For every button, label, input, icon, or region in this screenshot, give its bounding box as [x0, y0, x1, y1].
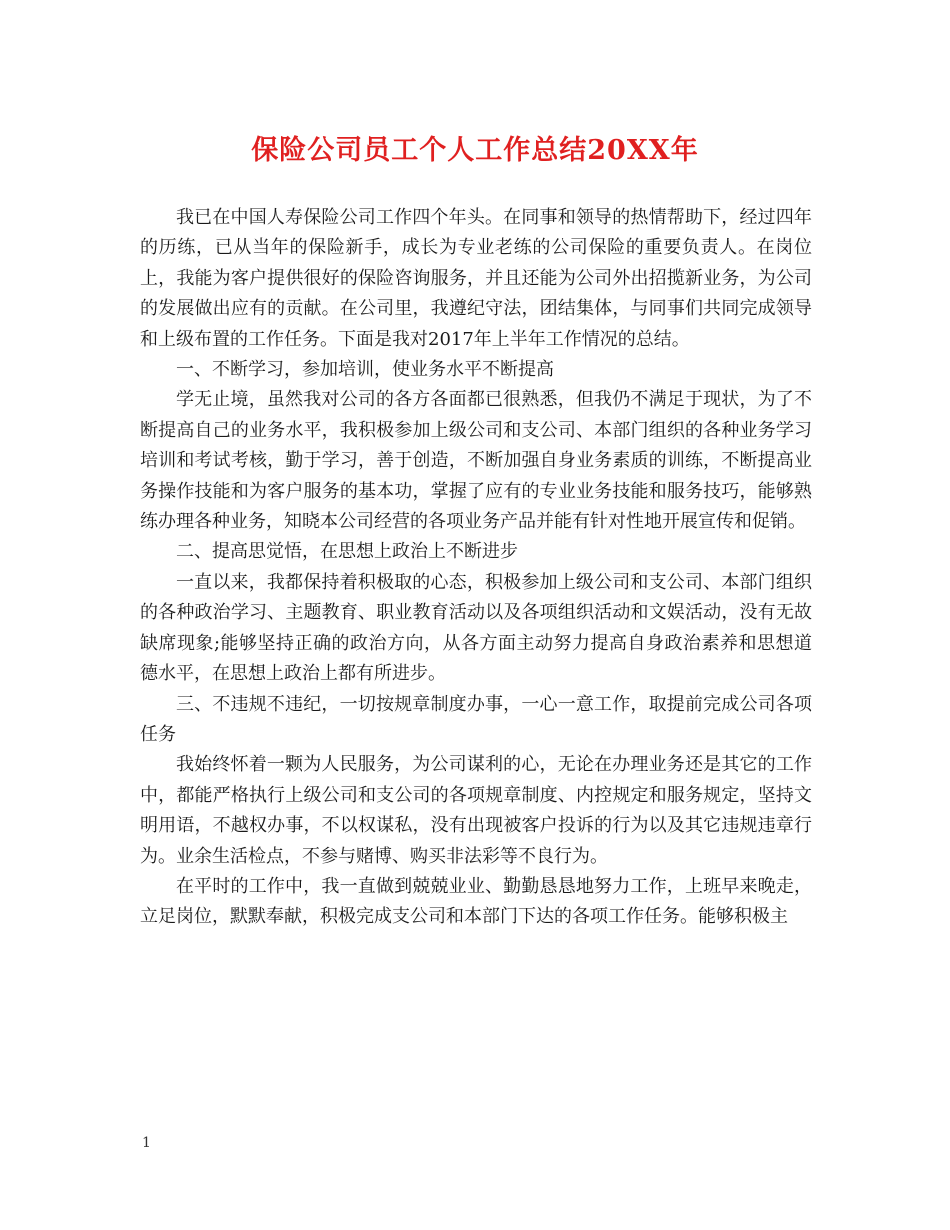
page-number: 1 [142, 1135, 151, 1151]
section-heading-1: 一、不断学习，参加培训，使业务水平不断提高 [176, 359, 554, 381]
paragraph-section-1: 学无止境，虽然我对公司的各方各面都已很熟悉，但我仍不满足于现状，为了不断提高自己的业务水平，我积极参加上级公司和支公司、本部门组织的各种业务学习培训和考试考核，勤于学习，善于创造，不断加强自身业务素质的训练，不断提高业务操作技能和为客户服务的基本功，掌握了应有的专业业务技能和服务技巧，能够熟练办理各种业务，知晓本公司经营的各项业务产品并能有针对性地开展宣传和促销。 [140, 389, 812, 533]
document-body [140, 203, 812, 933]
document-title: 保险公司员工个人工作总结20XX年 [251, 135, 699, 166]
paragraph-section-2: 一直以来，我都保持着积极取的心态，积极参加上级公司和支公司、本部门组织的各种政治学习、主题教育、职业教育活动以及各项组织活动和文娱活动，没有无故缺席现象;能够坚持正确的政治方向，从各方面主动努力提高自身政治素养和思想道德水平，在思想上政治上都有所进步。 [140, 571, 812, 685]
section-heading-2: 二、提高思觉悟，在思想上政治上不断进步 [176, 541, 518, 563]
section-heading-3: 三、不违规不违纪，一切按规章制度办事，一心一意工作，取提前完成公司各项任务 [140, 693, 812, 745]
paragraph-intro: 我已在中国人寿保险公司工作四个年头。在同事和领导的热情帮助下，经过四年的历练，已从当年的保险新手，成长为专业老练的公司保险的重要负责人。在岗位上，我能为客户提供很好的保险咨询服务，并且还能为公司外出招揽新业务，为公司的发展做出应有的贡献。在公司里，我遵纪守法，团结集体，与同事们共同完成领导和上级布置的工作任务。下面是我对2017年上半年工作情况的总结。 [140, 207, 812, 350]
paragraph-daily-work: 在平时的工作中，我一直做到兢兢业业、勤勤恳恳地努力工作，上班早来晚走，立足岗位，默默奉献，积极完成支公司和本部门下达的各项工作任务。能够积极主 [140, 875, 812, 928]
paragraph-section-3: 我始终怀着一颗为人民服务，为公司谋利的心，无论在办理业务还是其它的工作中，都能严格执行上级公司和支公司的各项规章制度、内控规定和服务规定，坚持文明用语，不越权办事，不以权谋私，没有出现被客户投诉的行为以及其它违规违章行为。业余生活检点，不参与赌博、购买非法彩等不良行为。 [140, 754, 812, 867]
